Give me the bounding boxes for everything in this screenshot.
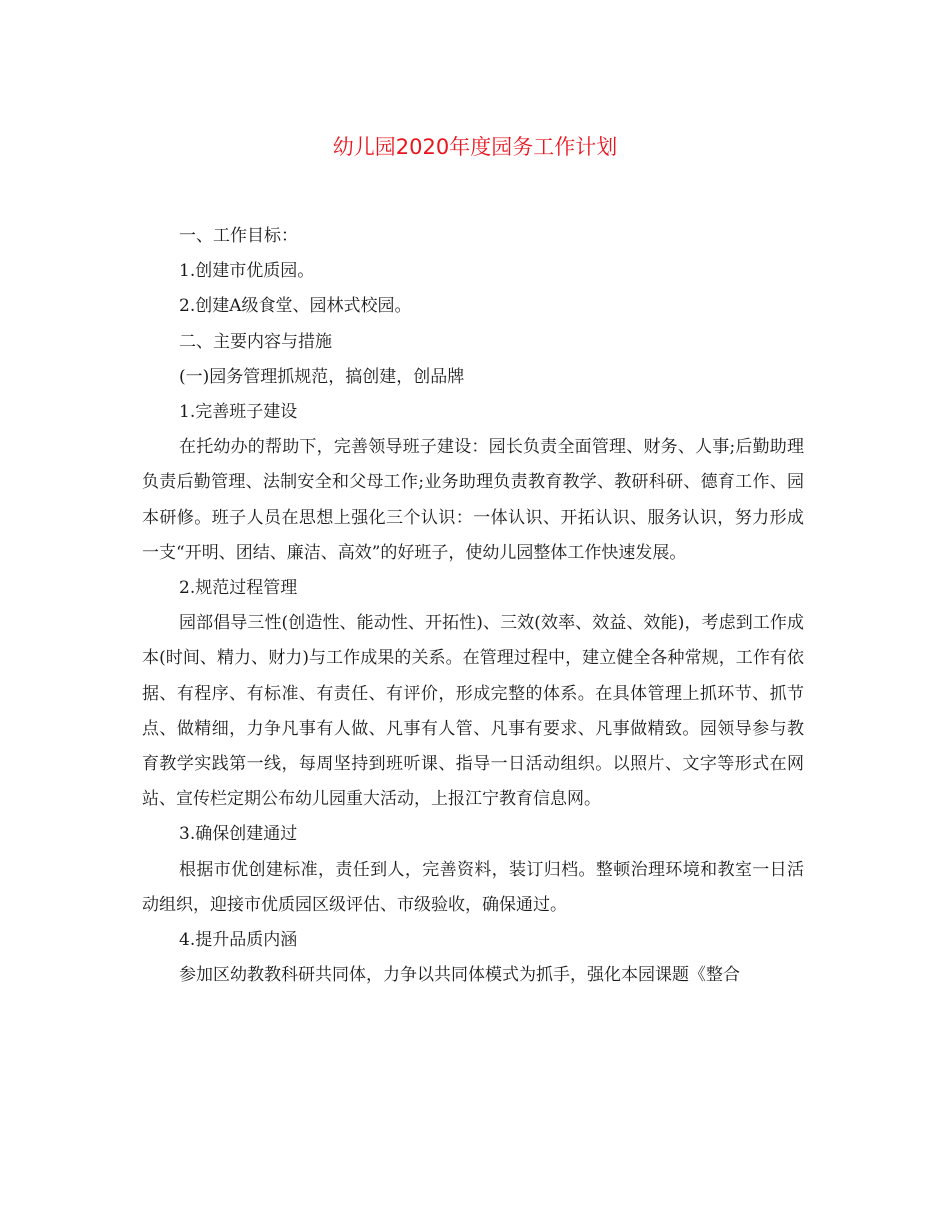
paragraph-quality: 参加区幼教教科研共同体，力争以共同体模式为抓手，强化本园课题《整合 xyxy=(179,965,740,986)
item-heading-creation: 3.确保创建通过 xyxy=(179,824,298,845)
item-heading-process: 2.规范过程管理 xyxy=(179,578,298,599)
item-heading-quality: 4.提升品质内涵 xyxy=(179,930,298,951)
document-body xyxy=(142,219,804,993)
goal-item-1: 1.创建市优质园。 xyxy=(179,261,315,282)
subsection-heading-management: (一)园务管理抓规范，搞创建，创品牌 xyxy=(179,366,465,387)
section-heading-goals: 一、工作目标： xyxy=(179,226,298,246)
document-title: 幼儿园2020年度园务工作计划 xyxy=(332,135,618,159)
paragraph-team: 在托幼办的帮助下，完善领导班子建设：园长负责全面管理、财务、人事;后勤助理负责后勤管理、法制安全和父母工作;业务助理负责教育教学、教研科研、德育工作、园本研修。班子人员在思想上强化三个认识：一体认识、开拓认识、服务认识，努力形成一支“开明、团结、廉洁、高效”的好班子，使幼儿园整体工作快速发展。 xyxy=(142,437,804,563)
item-heading-team: 1.完善班子建设 xyxy=(179,402,298,423)
paragraph-process: 园部倡导三性(创造性、能动性、开拓性)、三效(效率、效益、效能)，考虑到工作成本(时间、精力、财力)与工作成果的关系。在管理过程中，建立健全各种常规，工作有依据、有程序、有标准、有责任、有评价，形成完整的体系。在具体管理上抓环节、抓节点、做精细，力争凡事有人做、凡事有人管、凡事有要求、凡事做精致。园领导参与教育教学实践第一线，每周坚持到班听课、指导一日活动组织。以照片、文字等形式在网站、宣传栏定期公布幼儿园重大活动，上报江宁教育信息网。 xyxy=(142,613,804,810)
section-heading-content: 二、主要内容与措施 xyxy=(179,331,332,352)
goal-item-2: 2.创建A级食堂、园林式校园。 xyxy=(179,296,412,317)
paragraph-creation: 根据市优创建标准，责任到人，完善资料，装订归档。整顿治理环境和教室一日活动组织，迎接市优质园区级评估、市级验收，确保通过。 xyxy=(142,859,804,915)
